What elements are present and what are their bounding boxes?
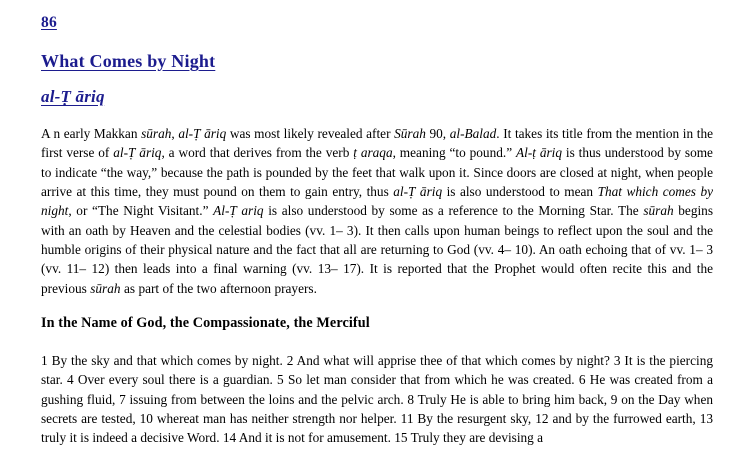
text-run: , meaning “to pound.” [392,145,516,161]
text-run: is thus understood by some to indicate “the way,” because the path is pounded by the feet that walk upon it. Since doors are closed at night, when people arrive at this time, they must pound on them to gain entry, thus [41,145,713,200]
italic-term: sūrah [141,126,172,141]
basmala-heading: In the Name of God, the Compassionate, the Merciful [41,315,370,332]
italic-term: sūrah [643,203,674,219]
text-run: as part of the two afternoon prayers. [120,280,317,296]
text-run: is also understood to mean [442,184,598,200]
introduction-paragraph [41,124,715,298]
italic-term: That which comes by night [41,184,713,219]
italic-term: ṭ araqa [353,145,393,161]
text-run: , [171,126,179,141]
text-run: A n early Makkan [41,126,142,141]
italic-term: al-Ṭ āriq [393,184,443,200]
italic-term: al-Ṭ āriq [113,145,162,161]
text-run: is also understood by some as a reference to the Morning Star. The [263,203,644,219]
italic-term: Sūrah [394,126,426,141]
surah-transliterated-name: al-Ṭ āriq [41,87,105,106]
text-run: begins with an oath by Heaven and the celestial bodies (vv. 1– 3). It then calls upon human beings to reflect upon the soul and the humble origins of their physical nature and the fact that all are returning to God (vv. 4– 10). An oath echoing that of vv. 1– 3 (vv. 11– 12) then leads into a final warning (vv. 13– 17). It is reported that the Prophet would often recite this and the previous [41,203,714,296]
surah-name-row [41,87,715,124]
italic-term: Al-ṭ āriq [516,145,562,161]
page-number: 86 [41,14,57,31]
text-run: 90, [425,126,450,141]
page-number-row [41,14,715,51]
surah-title: What Comes by Night [41,51,216,71]
italic-term: al-Ṭ āriq [178,126,227,141]
text-run: , a word that derives from the verb [161,145,354,161]
text-run: , or “The Night Visitant.” [68,203,214,219]
text-run: . It takes its title from the mention in the first verse of [41,126,713,161]
italic-term: al-Balad [449,126,497,141]
verses-paragraph: 1 By the sky and that which comes by night. 2 And what will apprise thee of that which comes by night? 3 It is the piercing star. 4 Over every soul there is a guardian. 5 So let man consider that from which he was created. 6 He was created from a gushing fluid, 7 issuing from between the loins and the pelvic arch. 8 Truly He is able to bring him back, 9 on the Day when secrets are tested, 10 whereat man has neither strength nor helper. 11 By the resurgent sky, 12 and by the furrowed earth, 13 truly it is indeed a decisive Word. 14 And it is not for amusement. 15 Truly they are devising a [41,353,713,446]
italic-term: Al-Ṭ ariq [213,203,264,219]
italic-term: sūrah [90,280,121,296]
text-run: was most likely revealed after [226,126,395,141]
surah-title-row [41,51,715,87]
